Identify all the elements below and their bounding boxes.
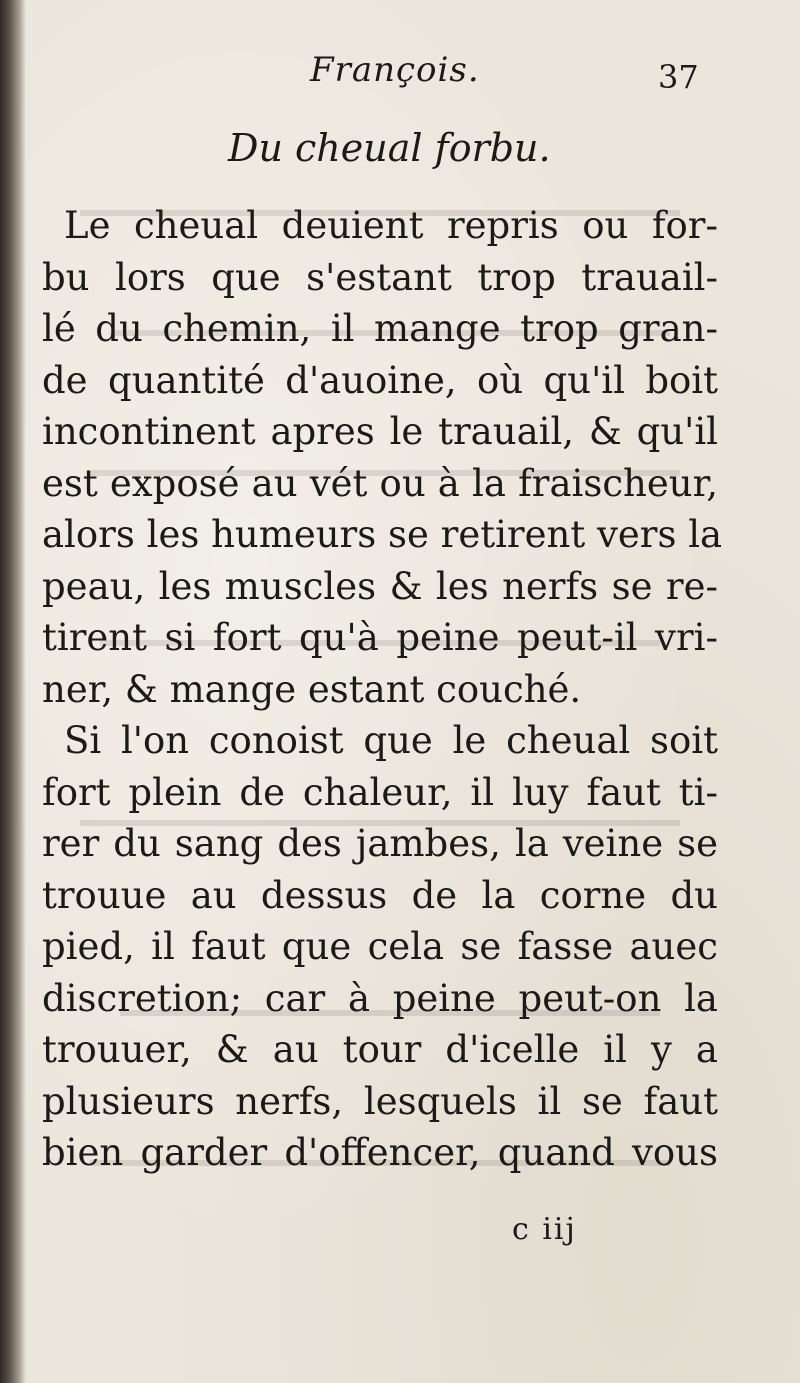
text-line: bien garder d'offencer, quand vous [42, 1131, 718, 1174]
text-line: Le cheual deuient repris ou for- [64, 204, 718, 247]
text-line: discretion; car à peine peut-on la [42, 976, 718, 1020]
text-line: Si l'on conoist que le cheual soit [64, 719, 718, 762]
spine-shadow [0, 0, 26, 1383]
text-line: est exposé au vét ou à la fraischeur, [42, 461, 718, 505]
text-line: incontinent apres le trauail, & qu'il [42, 410, 718, 453]
text-line: alors les humeurs se retirent vers la [42, 513, 723, 556]
text-line: trouuer, & au tour d'icelle il y a [42, 1028, 718, 1071]
text-line: de quantité d'auoine, où qu'il boit [42, 358, 718, 402]
text-line: lé du chemin, il mange trop gran- [42, 307, 718, 350]
text-line: pied, il faut que cela se fasse auec [42, 925, 718, 968]
text-line: peau, les muscles & les nerfs se re- [42, 564, 718, 608]
running-head: François. [310, 50, 480, 90]
text-line: tirent si fort qu'à peine peut-il vri- [42, 616, 718, 659]
text-line: rer du sang des jambes, la veine se [42, 822, 718, 865]
text-line: plusieurs nerfs, lesquels il se faut [42, 1079, 718, 1123]
body-text [42, 200, 723, 1179]
text-line: bu lors que s'estant trop trauail- [42, 255, 718, 299]
section-title: Du cheual forbu. [228, 126, 551, 170]
text-line: ner, & mange estant couché. [42, 667, 582, 711]
signature-mark: c iij [512, 1212, 577, 1247]
text-line: fort plein de chaleur, il luy faut ti- [42, 770, 718, 814]
page-number: 37 [658, 58, 699, 96]
text-line: trouue au dessus de la corne du [42, 873, 718, 917]
